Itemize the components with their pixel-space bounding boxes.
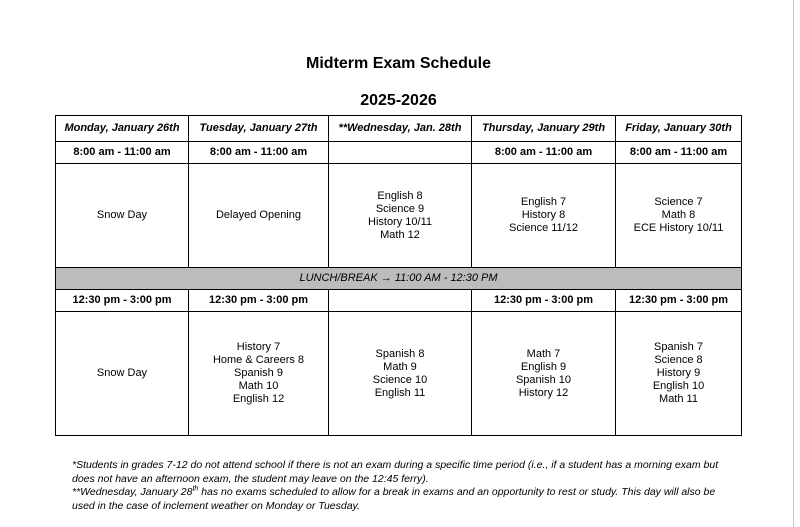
page-edge-divider [793,0,794,527]
exam-subject: Snow Day [96,209,148,221]
exam-subject: History 12 [518,386,569,399]
schedule-notes [72,459,732,513]
morning-exams-row [56,164,742,268]
morning-exams-cell [472,164,616,268]
morning-exams-cell [56,164,189,268]
note-wednesday [72,486,732,513]
page-title: Midterm Exam Schedule [306,55,491,72]
exam-subject: Science 7 [654,196,703,208]
exam-subject: English 7 [520,196,567,208]
morning-exams-cell [329,164,472,268]
exam-subject: English 10 [652,380,705,392]
afternoon-exams-cell [472,312,616,436]
note-wednesday-start: **Wednesday, January 28 [72,486,193,498]
day-header: Friday, January 30th [616,116,742,142]
exam-subject: Spanish 8 [375,347,425,360]
lunch-break-label: LUNCH/BREAK → 11:00 AM - 12:30 PM [56,268,742,290]
exam-subject: History 10/11 [368,215,432,228]
morning-time: 8:00 am - 11:00 am [616,142,742,164]
afternoon-exams-row [56,312,742,436]
exam-subject: Delayed Opening [215,209,301,221]
exam-subject: Math 10 [238,380,279,392]
exam-subject: Spanish 10 [515,373,572,386]
morning-time: 8:00 am - 11:00 am [189,142,329,164]
lunch-break-row [56,268,742,290]
afternoon-time: 12:30 pm - 3:00 pm [616,290,742,312]
exam-subject: English 11 [374,386,426,399]
exam-subject: ECE History 10/11 [633,222,724,234]
day-header: **Wednesday, Jan. 28th [329,116,472,142]
afternoon-time: 12:30 pm - 3:00 pm [189,290,329,312]
afternoon-time: 12:30 pm - 3:00 pm [56,290,189,312]
day-header: Monday, January 26th [56,116,189,142]
exam-subject: English 9 [520,360,567,373]
exam-subject: Math 12 [380,228,420,241]
exam-subject: Science 11/12 [509,222,578,234]
exam-subject: Home & Careers 8 [212,354,305,366]
note-attendance: *Students in grades 7-12 do not attend school if there is not an exam during a specific time period (i.e., if a student has a morning exam but does not have an afternoon exam, the student may leave on the 12:45 ferry). [72,459,719,485]
note-wednesday-ordinal: th [192,485,199,493]
day-header: Tuesday, January 27th [189,116,329,142]
afternoon-time: 12:30 pm - 3:00 pm [472,290,616,312]
afternoon-exams-cell [616,312,742,436]
exam-subject: Science 10 [372,373,428,386]
exam-subject: Math 9 [383,360,417,373]
afternoon-exams-cell [329,312,472,436]
exam-subject: Snow Day [96,367,148,379]
afternoon-exams-cell [56,312,189,436]
day-header-row [56,116,742,142]
exam-subject: History 7 [236,341,281,353]
exam-subject: Science 9 [375,202,425,215]
exam-subject: History 9 [656,367,701,379]
exam-subject: Math 11 [659,393,698,405]
exam-subject: Math 7 [526,347,561,360]
note-wednesday-rest: has no exams scheduled to allow for a break in exams and an opportunity to rest or study. This day will also be used in the case of inclement weather on Monday or Tuesday. [72,486,716,512]
exam-subject: English 12 [232,393,285,405]
morning-time: 8:00 am - 11:00 am [56,142,189,164]
morning-time-row [56,142,742,164]
afternoon-time-row [56,290,742,312]
school-year: 2025-2026 [360,92,437,109]
exam-subject: History 8 [521,209,566,221]
day-header: Thursday, January 29th [472,116,616,142]
exam-subject: Spanish 7 [654,341,703,353]
exam-subject: Spanish 9 [234,367,283,379]
exam-subject: Math 8 [661,209,696,221]
morning-time: 8:00 am - 11:00 am [472,142,616,164]
exam-subject: Science 8 [654,354,703,366]
morning-time [329,142,472,164]
afternoon-exams-cell [189,312,329,436]
exam-schedule-table [55,115,742,436]
afternoon-time [329,290,472,312]
morning-exams-cell [616,164,742,268]
morning-exams-cell [189,164,329,268]
exam-subject: English 8 [377,189,423,202]
